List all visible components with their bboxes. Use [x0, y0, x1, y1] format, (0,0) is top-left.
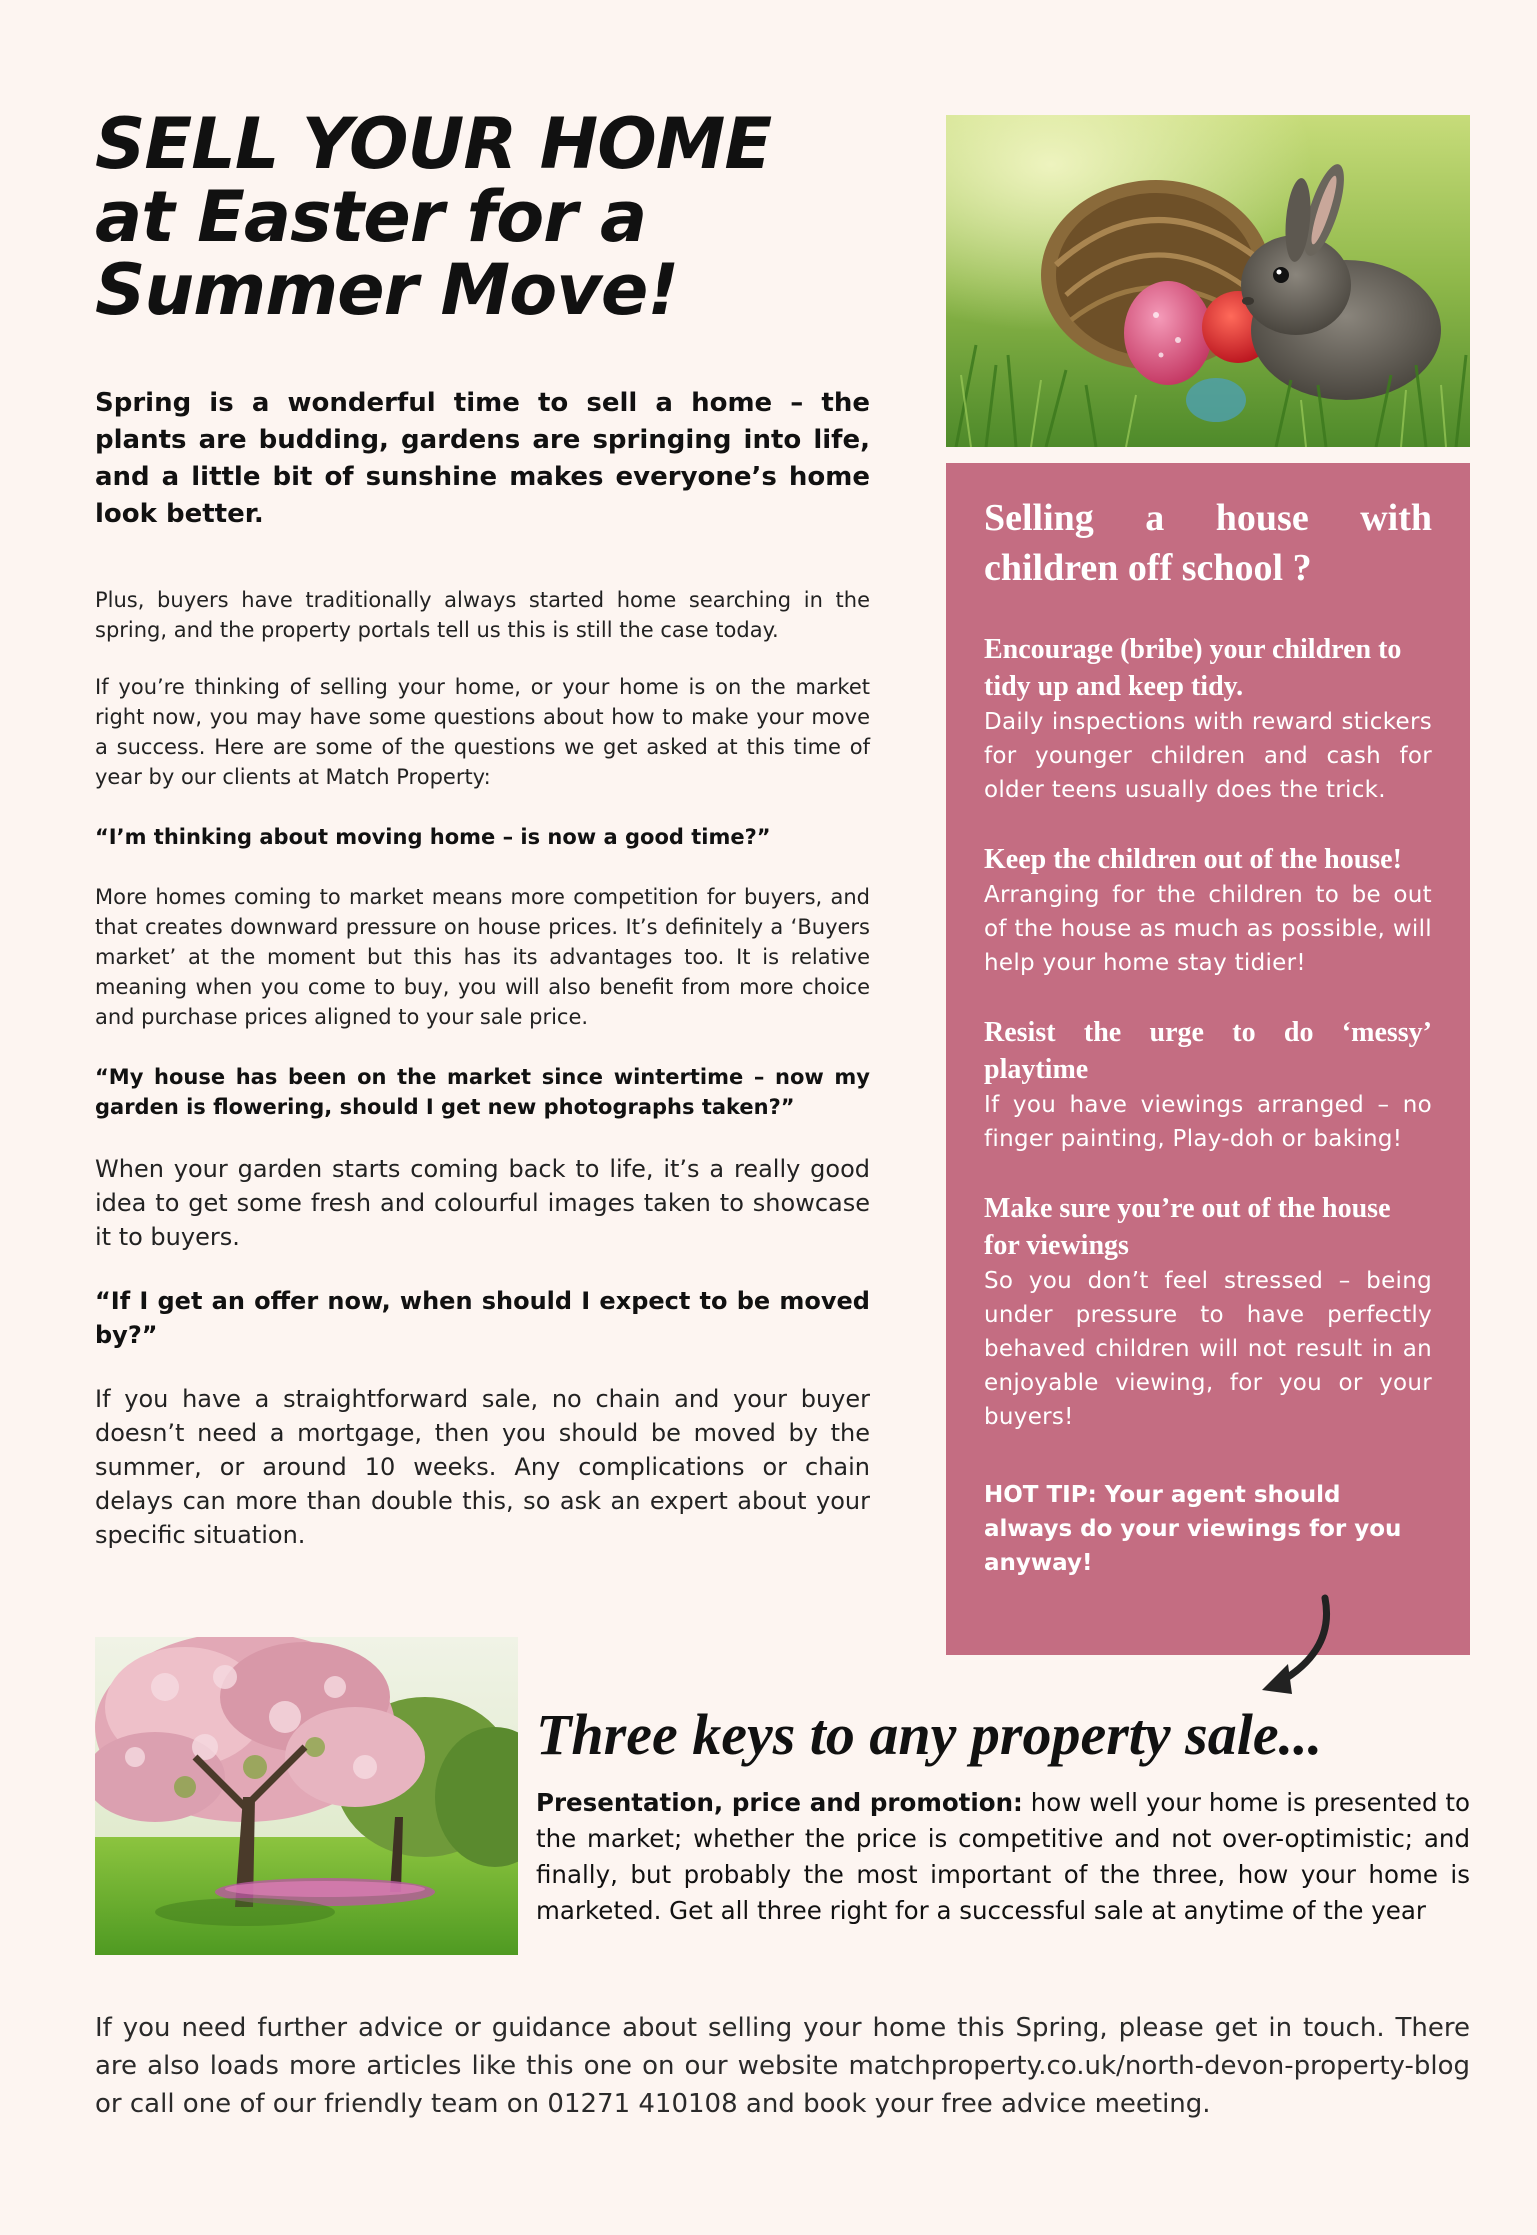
closing-paragraph: If you need further advice or guidance about selling your home this Spring, please get in touch. There are also loads more articles like this one on our website matchproperty.co.uk/north-devon-property-blog or call one of our friendly team on 01271 410108 and book your free advice meeting. — [95, 2013, 1470, 2119]
sidebar-title: Selling a house with children off school ? — [984, 497, 1432, 589]
tip-body-2: Arranging for the children to be out of the house as much as possible, will help your home stay tidier! — [984, 882, 1432, 976]
three-keys-heading: Three keys to any property sale... — [536, 1702, 1323, 1767]
faq-question-3: “If I get an offer now, when should I expect to be moved by?” — [95, 1287, 870, 1349]
hot-tip: HOT TIP: Your agent should always do your viewings for you anyway! — [984, 1482, 1402, 1576]
tip-body-1: Daily inspections with reward stickers for younger children and cash for older teens usually does the trick. — [984, 709, 1432, 803]
tip-heading-4: Make sure you’re out of the house for viewings — [984, 1193, 1391, 1261]
intro-paragraph-2: If you’re thinking of selling your home, or your home is on the market right now, you may have some questions about how to make your move a success. Here are some of the questions we get asked at this time of year by our clients at Match Property: — [95, 675, 870, 789]
sidebar-tips-box — [946, 463, 1470, 1655]
title-line-1: SELL YOUR HOME — [95, 103, 772, 185]
tip-body-3: If you have viewings arranged – no finger painting, Play-doh or baking! — [984, 1092, 1432, 1152]
intro-paragraph-1: Plus, buyers have traditionally always started home searching in the spring, and the property portals tell us this is still the case today. — [95, 588, 870, 642]
faq-question-1: “I’m thinking about moving home – is now a good time?” — [95, 825, 771, 849]
title-line-3: Summer Move! — [95, 249, 679, 331]
tip-heading-3: Resist the urge to do ‘messy’ playtime — [984, 1017, 1432, 1085]
tip-heading-1: Encourage (bribe) your children to tidy up and keep tidy. — [984, 634, 1402, 702]
curved-arrow-icon — [1240, 1590, 1350, 1710]
tip-heading-2: Keep the children out of the house! — [984, 844, 1402, 875]
lead-paragraph: Spring is a wonderful time to sell a home – the plants are budding, gardens are springing into life, and a little bit of sunshine makes everyone’s home look better. — [95, 388, 870, 529]
main-article — [95, 385, 870, 1582]
three-keys-lead: Presentation, price and promotion: — [536, 1788, 1023, 1817]
three-keys-body — [536, 1785, 1470, 1929]
page-title — [95, 103, 895, 331]
faq-answer-2: When your garden starts coming back to life, it’s a really good idea to get some fresh and colourful images taken to showcase it to buyers. — [95, 1155, 870, 1251]
title-line-2: at Easter for a — [95, 176, 647, 258]
easter-bunny-photo — [946, 115, 1470, 447]
three-keys-text: how well your home is presented to the market; whether the price is competitive and not over-optimistic; and finally, but probably the most important of the three, how your home is marketed. Get all three right for a successful sale at anytime of the year — [536, 1788, 1470, 1925]
faq-answer-3: If you have a straightforward sale, no chain and your buyer doesn’t need a mortgage, then you should be moved by the summer, or around 10 weeks. Any complications or chain delays can more than double this, so ask an expert about your specific situation. — [95, 1385, 870, 1549]
tip-body-4: So you don’t feel stressed – being under pressure to have perfectly behaved children will not result in an enjoyable viewing, for you or your buyers! — [984, 1268, 1432, 1430]
faq-answer-1: More homes coming to market means more competition for buyers, and that creates downward pressure on house prices. It’s definitely a ‘Buyers market’ at the moment but this has its advantages too. It is relative meaning when you come to buy, you will also benefit from more choice and purchase prices aligned to your sale price. — [95, 885, 870, 1029]
blossom-tree-photo — [95, 1637, 518, 1955]
faq-question-2: “My house has been on the market since wintertime – now my garden is flowering, should I get new photographs taken?” — [95, 1065, 870, 1119]
